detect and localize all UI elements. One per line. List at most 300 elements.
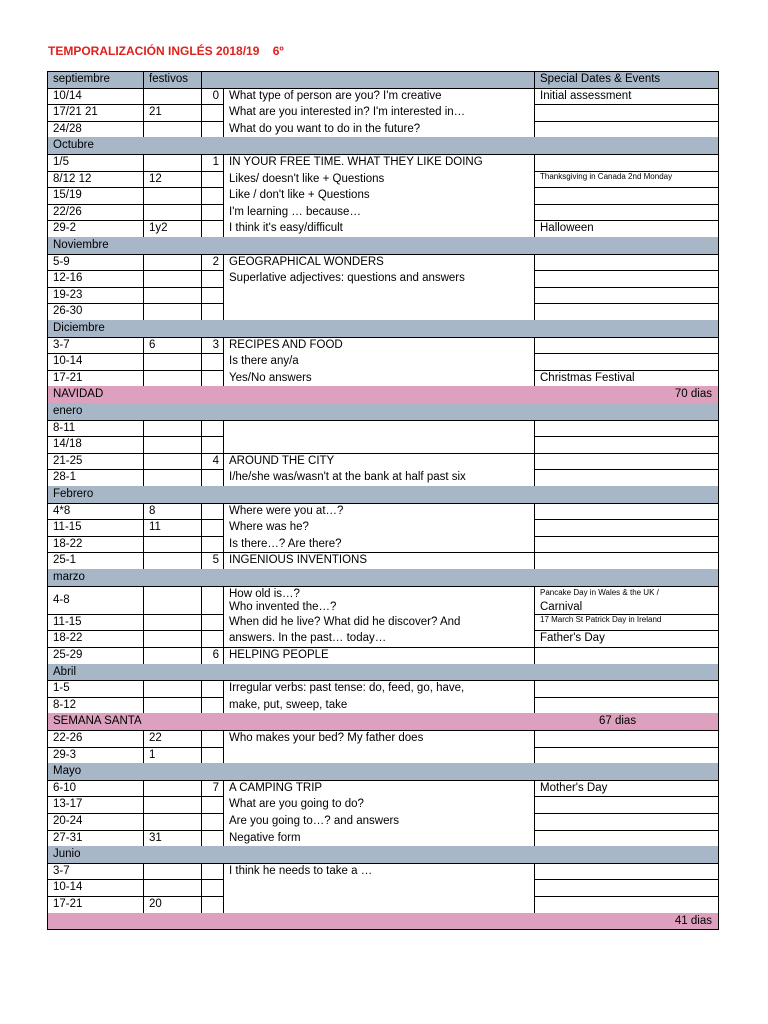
column-border <box>718 536 719 553</box>
column-border <box>47 680 48 697</box>
column-border <box>143 270 144 287</box>
unit-number <box>201 104 223 121</box>
month-label: Abril <box>53 665 77 678</box>
week-holiday: 12 <box>149 172 162 185</box>
week-dates: 11-15 <box>53 615 82 628</box>
column-border <box>201 586 202 614</box>
column-border <box>143 552 144 569</box>
column-border <box>201 469 202 486</box>
column-border <box>223 121 224 138</box>
lesson-content: When did he live? What did he discover? And <box>229 615 461 628</box>
unit-number: 4 <box>212 454 219 467</box>
lesson-content: make, put, sweep, take <box>229 698 348 711</box>
column-border <box>47 154 48 171</box>
event-text: Pancake Day in Wales & the UK / <box>540 587 659 597</box>
unit-number: 1 <box>212 156 219 168</box>
column-border <box>201 536 202 553</box>
column-border <box>534 796 535 813</box>
column-border <box>534 337 535 354</box>
column-border <box>143 420 144 437</box>
week-dates: 26-30 <box>53 305 83 318</box>
column-border <box>47 879 48 896</box>
column-border <box>47 614 48 631</box>
month-label: Febrero <box>53 488 94 500</box>
week-dates: 1/5 <box>53 156 69 168</box>
unit-number <box>201 896 223 913</box>
column-border <box>143 830 144 847</box>
week-holiday <box>145 187 199 204</box>
column-border <box>143 536 144 553</box>
header-holidays: festivos <box>149 73 188 85</box>
week-dates: 4*8 <box>53 504 71 517</box>
column-border <box>201 154 202 171</box>
lesson-content: Are you going to…? and answers <box>229 815 400 827</box>
column-border <box>47 171 48 188</box>
unit-number <box>201 586 223 614</box>
week-dates: 5-9 <box>53 255 70 268</box>
lesson-content: Likes/ doesn't like + Questions <box>229 172 385 185</box>
column-border <box>143 71 144 88</box>
week-holiday: 6 <box>149 338 156 351</box>
column-border <box>201 780 202 797</box>
column-border <box>534 303 535 320</box>
week-holiday <box>145 536 199 553</box>
column-border <box>143 187 144 204</box>
unit-number <box>201 303 223 320</box>
column-border <box>143 747 144 764</box>
week-holiday <box>145 88 199 105</box>
week-holiday <box>145 453 199 470</box>
column-border <box>201 813 202 830</box>
week-dates: 4-8 <box>53 593 70 606</box>
week-holiday: 22 <box>149 732 162 744</box>
column-border <box>718 287 719 304</box>
column-border <box>534 370 535 387</box>
column-border <box>47 436 48 453</box>
column-border <box>223 303 224 320</box>
week-holiday <box>145 796 199 813</box>
column-border <box>223 630 224 647</box>
column-border <box>223 453 224 470</box>
week-holiday <box>145 697 199 714</box>
column-border <box>223 171 224 188</box>
week-dates: 17-21 <box>53 371 83 384</box>
column-border <box>718 586 719 614</box>
week-dates: 18-22 <box>53 632 83 645</box>
column-border <box>47 287 48 304</box>
column-border <box>534 453 535 470</box>
document-title: TEMPORALIZACIÓN INGLÉS 2018/19 6º <box>48 44 284 58</box>
lesson-content: I/he/she was/wasn't at the bank at half past six <box>229 471 466 484</box>
event-text <box>536 353 716 370</box>
column-border <box>534 204 535 221</box>
column-border <box>201 680 202 697</box>
lesson-content: answers. In the past… today… <box>229 632 387 645</box>
column-border <box>534 353 535 370</box>
column-border <box>223 830 224 847</box>
week-dates: 8-11 <box>53 421 76 434</box>
column-border <box>223 270 224 287</box>
lesson-content: How old is…? <box>229 587 300 600</box>
event-text <box>536 747 716 764</box>
column-border <box>201 88 202 105</box>
unit-number <box>201 220 223 237</box>
week-dates: 21-25 <box>53 454 83 467</box>
column-border <box>201 630 202 647</box>
unit-number <box>201 187 223 204</box>
week-holiday <box>145 353 199 370</box>
column-border <box>223 863 224 880</box>
week-dates: 17/21 21 <box>53 106 98 119</box>
column-border <box>718 420 719 437</box>
week-holiday: 11 <box>149 521 161 534</box>
column-border <box>47 337 48 354</box>
event-text: Christmas Festival <box>540 371 635 384</box>
unit-number: 6 <box>212 649 219 661</box>
column-border <box>47 536 48 553</box>
column-border <box>223 287 224 304</box>
column-border <box>47 730 48 747</box>
column-border <box>534 420 535 437</box>
holiday-days: 41 dias <box>674 914 712 927</box>
column-border <box>718 453 719 470</box>
column-border <box>223 519 224 536</box>
column-border <box>47 71 48 88</box>
column-border <box>718 747 719 764</box>
column-border <box>47 647 48 664</box>
event-text <box>536 469 716 486</box>
unit-number <box>201 863 223 880</box>
column-border <box>718 630 719 647</box>
column-border <box>201 121 202 138</box>
column-border <box>534 287 535 304</box>
column-border <box>47 204 48 221</box>
event-text <box>536 647 716 664</box>
unit-number <box>201 697 223 714</box>
week-holiday <box>145 436 199 453</box>
column-border <box>143 879 144 896</box>
event-text <box>536 730 716 747</box>
week-dates: 1-5 <box>53 682 70 695</box>
unit-number <box>201 536 223 553</box>
event-text: Thanksgiving in Canada 2nd Monday <box>540 171 673 181</box>
column-border <box>47 913 48 930</box>
column-border <box>223 680 224 697</box>
column-border <box>47 104 48 121</box>
column-border <box>534 780 535 797</box>
column-border <box>47 519 48 536</box>
week-holiday <box>145 287 199 304</box>
column-border <box>47 664 48 681</box>
event-text <box>536 287 716 304</box>
column-border <box>201 303 202 320</box>
week-holiday <box>145 121 199 138</box>
week-holiday <box>145 586 199 614</box>
month-label: Diciembre <box>53 322 105 334</box>
week-holiday: 21 <box>149 106 162 119</box>
week-dates: 3-7 <box>53 864 70 877</box>
column-border <box>47 254 48 271</box>
column-border <box>47 386 48 403</box>
unit-number <box>201 121 223 138</box>
column-border <box>143 813 144 830</box>
column-border <box>143 370 144 387</box>
week-holiday <box>145 780 199 797</box>
week-holiday <box>145 254 199 271</box>
column-border <box>223 796 224 813</box>
column-border <box>143 154 144 171</box>
column-border <box>47 370 48 387</box>
column-border <box>223 220 224 237</box>
lesson-content: Superlative adjectives: questions and answers <box>229 272 465 285</box>
unit-number: 2 <box>212 255 219 268</box>
column-border <box>534 813 535 830</box>
column-border <box>223 552 224 569</box>
column-border <box>718 796 719 813</box>
week-dates: 18-22 <box>53 537 83 550</box>
column-border <box>201 71 202 88</box>
column-border <box>718 863 719 880</box>
week-dates: 29-2 <box>53 222 77 235</box>
column-border <box>201 863 202 880</box>
column-border <box>718 730 719 747</box>
column-border <box>718 187 719 204</box>
lesson-content <box>225 303 532 320</box>
event-text <box>536 896 716 913</box>
column-border <box>718 680 719 697</box>
column-border <box>534 187 535 204</box>
column-border <box>201 187 202 204</box>
event-text <box>536 121 716 138</box>
column-border <box>47 486 48 503</box>
unit-number <box>201 680 223 697</box>
column-border <box>223 813 224 830</box>
month-label: marzo <box>53 571 85 583</box>
unit-number <box>201 614 223 631</box>
week-holiday <box>145 552 199 569</box>
unit-number <box>201 270 223 287</box>
unit-number <box>201 469 223 486</box>
header-events: Special Dates & Events <box>540 73 661 85</box>
column-border <box>718 303 719 320</box>
week-holiday <box>145 204 199 221</box>
week-dates: 12-16 <box>53 272 83 285</box>
column-border <box>718 254 719 271</box>
column-border <box>534 730 535 747</box>
event-text <box>536 303 716 320</box>
unit-number <box>201 796 223 813</box>
event-text <box>536 813 716 830</box>
week-dates: 10-14 <box>53 881 83 894</box>
column-border <box>718 552 719 569</box>
week-holiday <box>145 420 199 437</box>
column-border <box>718 220 719 237</box>
column-border <box>143 780 144 797</box>
lesson-content: Who makes your bed? My father does <box>229 732 424 744</box>
column-border <box>534 88 535 105</box>
lesson-content: Is there any/a <box>229 355 299 368</box>
column-border <box>201 420 202 437</box>
event-text: Mother's Day <box>540 781 608 794</box>
column-border <box>143 796 144 813</box>
event-text <box>536 680 716 697</box>
column-border <box>534 104 535 121</box>
column-border <box>718 121 719 138</box>
column-border <box>718 697 719 714</box>
column-border <box>47 830 48 847</box>
week-dates: 11-15 <box>53 521 82 534</box>
column-border <box>223 647 224 664</box>
column-border <box>718 486 719 503</box>
column-border <box>47 630 48 647</box>
column-border <box>201 287 202 304</box>
week-holiday <box>145 469 199 486</box>
column-border <box>47 220 48 237</box>
unit-number <box>201 503 223 520</box>
week-holiday: 1y2 <box>149 222 168 235</box>
lesson-content: I think it's easy/difficult <box>229 222 343 235</box>
column-border <box>534 879 535 896</box>
column-border <box>534 254 535 271</box>
week-holiday <box>145 863 199 880</box>
column-border <box>223 586 224 614</box>
event-text <box>536 552 716 569</box>
column-border <box>201 254 202 271</box>
lesson-content: Irregular verbs: past tense: do, feed, go, have, <box>229 682 465 695</box>
column-border <box>47 813 48 830</box>
column-border <box>534 586 535 614</box>
column-border <box>534 469 535 486</box>
column-border <box>718 879 719 896</box>
week-dates: 3-7 <box>53 338 70 351</box>
lesson-content <box>225 287 532 304</box>
column-border <box>718 614 719 631</box>
column-border <box>47 846 48 863</box>
event-text <box>536 830 716 847</box>
holiday-days: 70 dias <box>674 388 712 401</box>
week-holiday <box>145 303 199 320</box>
column-border <box>718 780 719 797</box>
column-border <box>143 697 144 714</box>
event-text <box>536 796 716 813</box>
unit-number: 0 <box>212 89 219 102</box>
column-border <box>223 747 224 764</box>
week-dates: 27-31 <box>53 831 83 844</box>
column-border <box>143 614 144 631</box>
column-border <box>718 763 719 780</box>
column-border <box>143 220 144 237</box>
column-border <box>47 552 48 569</box>
column-border <box>143 254 144 271</box>
unit-number <box>201 420 223 437</box>
column-border <box>223 204 224 221</box>
column-border <box>201 104 202 121</box>
lesson-content: Where were you at…? <box>229 504 344 517</box>
holiday-days: 67 dias <box>599 715 637 728</box>
lesson-content: A CAMPING TRIP <box>229 781 323 794</box>
column-border <box>223 614 224 631</box>
column-border <box>718 204 719 221</box>
column-border <box>718 664 719 681</box>
column-border <box>47 270 48 287</box>
unit-number <box>201 813 223 830</box>
event-text <box>536 154 716 171</box>
column-border <box>534 680 535 697</box>
unit-number: 7 <box>212 781 219 794</box>
column-border <box>718 386 719 403</box>
lesson-content: What are you interested in? I'm interested in… <box>229 106 466 119</box>
week-dates: 28-1 <box>53 471 77 484</box>
week-holiday <box>145 154 199 171</box>
event-text <box>536 879 716 896</box>
month-label: Junio <box>53 848 81 861</box>
lesson-content: What do you want to do in the future? <box>229 122 421 135</box>
column-border <box>143 630 144 647</box>
column-border <box>47 697 48 714</box>
column-border <box>143 303 144 320</box>
column-border <box>143 204 144 221</box>
column-border <box>718 503 719 520</box>
column-border <box>143 121 144 138</box>
column-border <box>143 171 144 188</box>
column-border <box>47 747 48 764</box>
column-border <box>718 436 719 453</box>
column-border <box>718 270 719 287</box>
column-border <box>201 204 202 221</box>
column-border <box>143 647 144 664</box>
week-dates: 22-26 <box>53 732 83 744</box>
week-dates: 8-12 <box>53 698 77 711</box>
event-text: Carnival <box>540 600 583 613</box>
column-border <box>718 469 719 486</box>
column-border <box>143 337 144 354</box>
column-border <box>223 536 224 553</box>
unit-number <box>201 730 223 747</box>
unit-number <box>201 171 223 188</box>
column-border <box>223 187 224 204</box>
column-border <box>223 503 224 520</box>
event-text: Initial assessment <box>540 89 632 102</box>
column-border <box>718 913 719 930</box>
week-holiday <box>145 270 199 287</box>
event-text <box>536 337 716 354</box>
month-label: Octubre <box>53 139 94 152</box>
week-holiday <box>145 614 199 631</box>
column-border <box>718 137 719 154</box>
column-border <box>47 420 48 437</box>
column-border <box>223 353 224 370</box>
column-border <box>223 337 224 354</box>
column-border <box>718 154 719 171</box>
week-holiday <box>145 680 199 697</box>
event-text: Father's Day <box>540 632 605 645</box>
column-border <box>223 104 224 121</box>
column-border <box>143 503 144 520</box>
column-border <box>718 104 719 121</box>
lesson-content <box>225 420 532 437</box>
column-border <box>201 896 202 913</box>
column-border <box>143 519 144 536</box>
column-border <box>534 536 535 553</box>
column-border <box>47 403 48 420</box>
week-holiday: 1 <box>149 748 156 761</box>
column-border <box>718 713 719 730</box>
column-border <box>47 187 48 204</box>
schedule-table <box>47 71 718 950</box>
column-border <box>47 237 48 254</box>
column-border <box>223 697 224 714</box>
week-dates: 25-1 <box>53 554 77 567</box>
